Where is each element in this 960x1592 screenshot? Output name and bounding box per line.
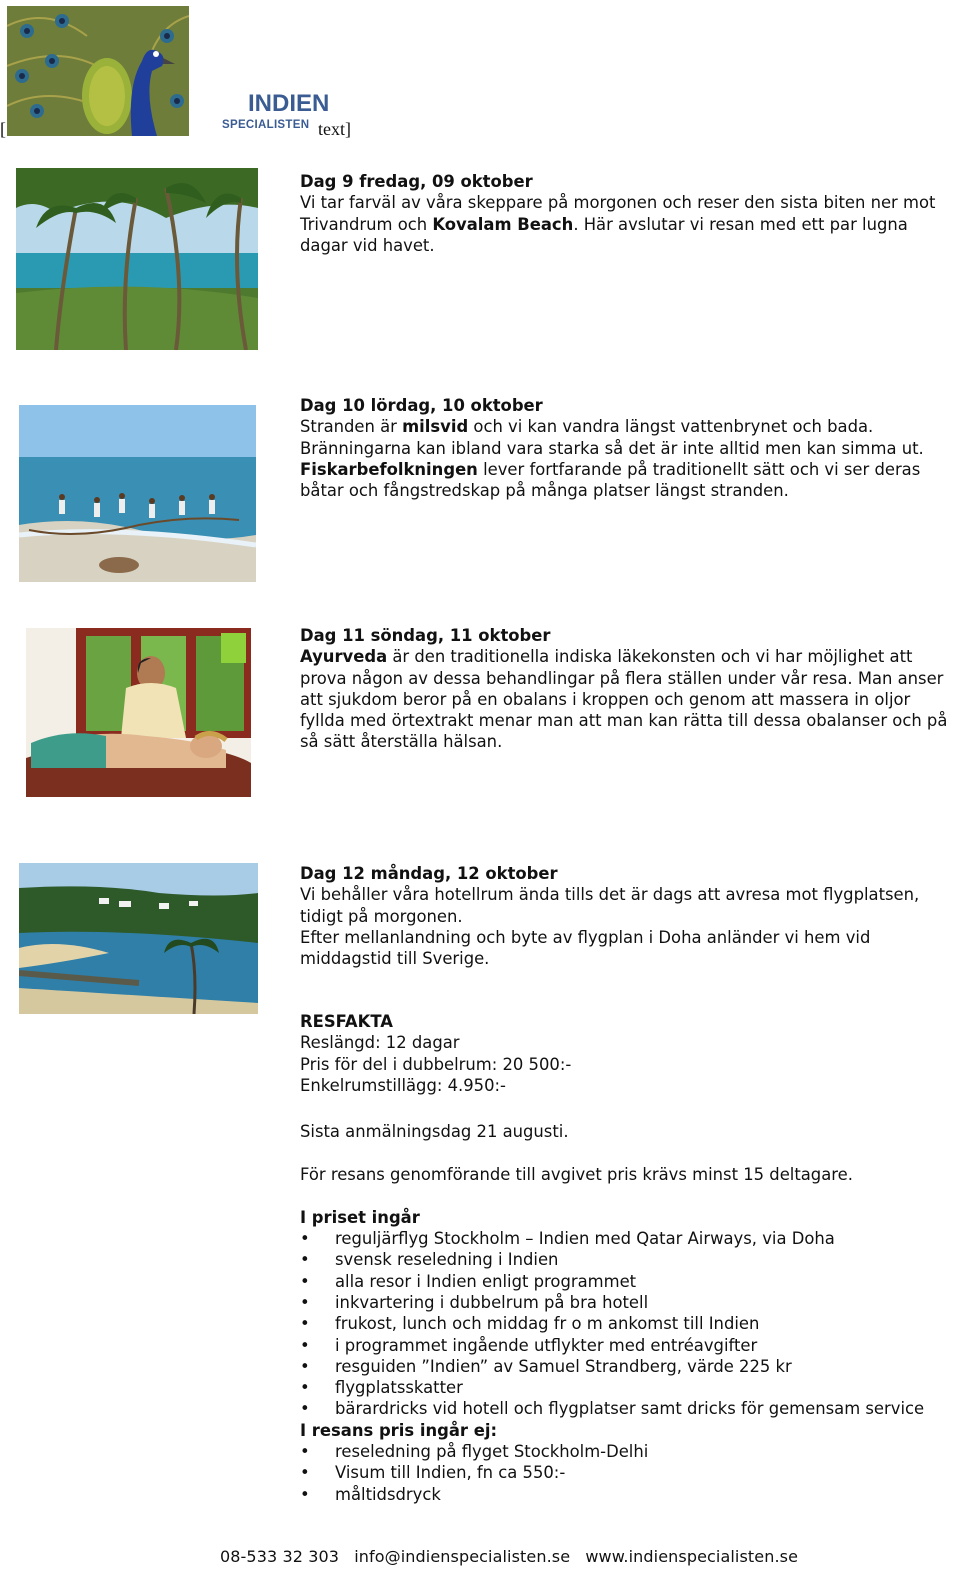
footer-phone: 08-533 32 303 xyxy=(220,1547,340,1566)
day-9-heading: Dag 9 fredag, 09 oktober xyxy=(300,172,533,191)
day-11-heading: Dag 11 söndag, 11 oktober xyxy=(300,626,551,645)
palm-beach-photo xyxy=(16,168,258,350)
footer-email[interactable]: info@indienspecialisten.se xyxy=(354,1547,571,1566)
day-10-highlight-2: Fiskarbefolkningen xyxy=(300,459,478,479)
bracket-open: [ xyxy=(0,119,6,139)
logo-title: INDIEN xyxy=(248,90,330,117)
ayurveda-photo xyxy=(26,628,251,797)
day-11-highlight: Ayurveda xyxy=(300,647,388,667)
excluded-heading: I resans pris ingår ej: xyxy=(300,1420,498,1440)
day-10-heading: Dag 10 lördag, 10 oktober xyxy=(300,396,543,415)
logo-subtitle: SPECIALISTEN xyxy=(222,119,310,131)
facts-min-participants: För resans genomförande till avgivet pris krävs minst 15 deltagare. xyxy=(300,1165,853,1185)
day-12-text-1: Vi behåller våra hotellrum ända tills det är dags att avresa mot flygplatsen, tidigt på morgonen. xyxy=(300,885,920,926)
footer xyxy=(220,1546,808,1567)
coast-photo xyxy=(19,863,258,1014)
day-12-text-2: Efter mellanlandning och byte av flygplan i Doha anländer vi hem vid middagstid till Sverige. xyxy=(300,927,871,969)
day-12-section xyxy=(300,863,952,969)
list-item: • bärardricks vid hotell och flygplatser samt dricks för gemensam service xyxy=(300,1398,952,1419)
list-item: • resguiden ”Indien” av Samuel Strandberg, värde 225 kr xyxy=(300,1356,952,1377)
day-11-section xyxy=(300,625,952,753)
facts-heading: RESFAKTA xyxy=(300,1012,393,1031)
day-10-highlight: milsvid xyxy=(402,417,469,437)
peacock-photo xyxy=(7,6,189,136)
list-item: • inkvartering i dubbelrum på bra hotell xyxy=(300,1292,952,1313)
facts-deadline: Sista anmälningsdag 21 augusti. xyxy=(300,1122,569,1142)
footer-website[interactable]: www.indienspecialisten.se xyxy=(585,1547,799,1566)
day-10-text: Stranden är milsvid och vi kan vandra längst vattenbrynet och bada. Bränningarna kan ibland vara starka så det är inte alltid men kan simma ut. Fiskarbefolkningen lever fortfarande på traditionellt sätt och vi ser deras båtar och fångstredskap på många platser längst stranden. xyxy=(300,417,924,501)
fishermen-photo xyxy=(19,405,256,582)
list-item: • svensk reseledning i Indien xyxy=(300,1249,952,1270)
list-item: • reseledning på flyget Stockholm-Delhi xyxy=(300,1441,952,1462)
list-item: • Visum till Indien, fn ca 550:- xyxy=(300,1462,952,1483)
day-9-text: Vi tar farväl av våra skeppare på morgonen och reser den sista biten ner mot Trivandrum och Kovalam Beach. Här avslutar vi resan med ett par lugna dagar vid havet. xyxy=(300,193,936,255)
list-item: • reguljärflyg Stockholm – Indien med Qatar Airways, via Doha xyxy=(300,1228,952,1249)
list-item: • flygplatsskatter xyxy=(300,1377,952,1398)
facts-price: Pris för del i dubbelrum: 20 500:- xyxy=(300,1054,572,1074)
day-9-highlight: Kovalam Beach xyxy=(432,214,574,234)
included-list xyxy=(300,1228,952,1420)
facts-length: Reslängd: 12 dagar xyxy=(300,1033,460,1053)
day-10-section xyxy=(300,395,952,501)
facts-section xyxy=(300,1011,952,1505)
list-item: • frukost, lunch och middag fr o m ankomst till Indien xyxy=(300,1313,952,1334)
day-11-text: Ayurveda är den traditionella indiska läkekonsten och vi har möjlighet att prova någon av dessa behandlingar på flera ställen under vår resa. Man anser att sjukdom beror på en obalans i kroppen och genom att massera in oljor fyllda med örtextrakt menar man att man kan rätta till dessa obalanser och på så sätt återställa hälsan. xyxy=(300,647,948,752)
included-heading: I priset ingår xyxy=(300,1207,420,1227)
facts-single-supplement: Enkelrumstillägg: 4.950:- xyxy=(300,1075,506,1095)
day-9-section xyxy=(300,171,952,256)
day-12-heading: Dag 12 måndag, 12 oktober xyxy=(300,864,558,883)
logo xyxy=(222,90,330,134)
list-item: • måltidsdryck xyxy=(300,1484,952,1505)
list-item: • i programmet ingående utflykter med entréavgifter xyxy=(300,1335,952,1356)
list-item: • alla resor i Indien enligt programmet xyxy=(300,1271,952,1292)
placeholder-text: text] xyxy=(318,119,351,139)
excluded-list xyxy=(300,1441,952,1505)
